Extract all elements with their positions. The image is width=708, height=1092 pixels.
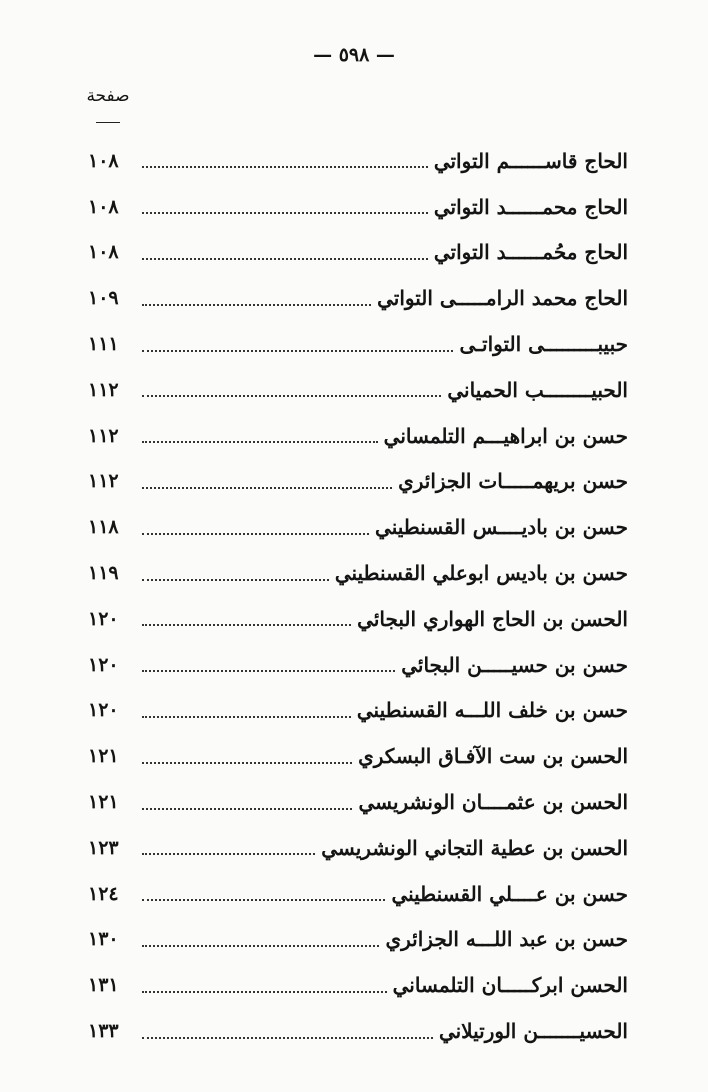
index-entry: [88, 871, 628, 917]
entry-title: حسن بريهمـــــات الجزائري: [398, 469, 628, 494]
page-number: — ٥٩٨ —: [313, 44, 395, 66]
index-entry: [88, 917, 628, 963]
entry-title: الحسن ابركـــــان التلمساني: [392, 973, 628, 998]
dot-leader: [142, 211, 428, 214]
page-column-header: صفحة: [86, 86, 130, 106]
entry-page-number: ١٠٩: [88, 287, 119, 310]
dot-leader: [142, 303, 371, 306]
entry-page-number: ١٠٨: [88, 195, 119, 218]
dot-leader: [142, 669, 395, 672]
index-entry: [88, 459, 628, 505]
dot-leader: [142, 440, 378, 443]
entry-title: الحسيـــــــن الورتيلاني: [438, 1019, 628, 1044]
dot-leader: [142, 807, 352, 810]
index-entry: [88, 596, 628, 642]
entry-title: الحاج قاســــــم التواتي: [433, 148, 628, 173]
index-entry: [88, 733, 628, 779]
index-entry: [88, 550, 628, 596]
entry-page-number: ١٣٠: [88, 928, 119, 951]
dot-leader: [142, 532, 369, 535]
entry-page-number: ١٢٣: [88, 836, 119, 859]
entry-title: حسن بن حسيـــــن البجائي: [401, 652, 628, 677]
index-entry: [88, 825, 628, 871]
dot-leader: [142, 944, 379, 947]
index-entry: [88, 230, 628, 276]
entry-title: الحسن بن عطية التجاني الونشريسي: [321, 835, 628, 860]
entry-title: الحسن بن ست الآفـاق البسكري: [358, 744, 628, 769]
entry-title: الحاج محمد الرامـــــى التواتي: [377, 286, 628, 311]
entry-page-number: ١٢٠: [88, 653, 119, 676]
dot-leader: [142, 852, 315, 855]
dot-leader: [142, 761, 352, 764]
entry-page-number: ١٢١: [88, 745, 119, 768]
dot-leader: [142, 486, 392, 489]
entry-title: الحاج محُمــــــد التواتي: [433, 240, 628, 265]
index-entry: [88, 413, 628, 459]
index-entry: [88, 367, 628, 413]
index-entry: [88, 321, 628, 367]
entry-page-number: ١٢٠: [88, 607, 119, 630]
entry-title: حسن بن عــــلي القسنطيني: [391, 881, 628, 906]
dot-leader: [142, 394, 441, 397]
dot-leader: [142, 349, 453, 352]
dot-leader: [142, 990, 387, 993]
dot-leader: [142, 578, 329, 581]
index-entry: [88, 184, 628, 230]
index-entry: [88, 779, 628, 825]
dot-leader: [142, 898, 385, 901]
entry-title: الحاج محمــــــد التواتي: [433, 194, 628, 219]
entry-page-number: ١١٢: [88, 424, 119, 447]
entry-title: حسن بن ابراهيـــم التلمساني: [383, 423, 628, 448]
index-entry: [88, 138, 628, 184]
column-header-rule: [96, 122, 120, 123]
entry-page-number: ١٢٠: [88, 699, 119, 722]
entry-page-number: ١١٢: [88, 470, 119, 493]
index-entry: [88, 642, 628, 688]
entry-page-number: ١١٩: [88, 562, 119, 585]
entry-title: حسن بن عبد اللـــه الجزائري: [385, 927, 628, 952]
dot-leader: [142, 623, 351, 626]
entry-title: حسن بن باديس ابوعلي القسنطيني: [334, 561, 628, 586]
entry-page-number: ١١٢: [88, 378, 119, 401]
index-list: [88, 138, 628, 1054]
entry-page-number: ١١١: [88, 333, 119, 356]
entry-title: الحسن بن الحاج الهواري البجائي: [357, 606, 628, 631]
entry-page-number: ١٢٤: [88, 882, 119, 905]
entry-title: الحبيــــــــب الحمياني: [447, 377, 628, 402]
entry-title: حبيبـــــــــى التواتـى: [459, 332, 628, 357]
index-entry: [88, 504, 628, 550]
index-entry: [88, 962, 628, 1008]
entry-page-number: ١٣٣: [88, 1020, 119, 1043]
entry-title: الحسن بن عثمــــان الونشريسي: [358, 790, 628, 815]
dot-leader: [142, 715, 351, 718]
index-entry: [88, 275, 628, 321]
index-entry: [88, 1008, 628, 1054]
entry-title: حسن بن خلف اللـــه القسنطيني: [356, 698, 628, 723]
index-entry: [88, 688, 628, 734]
dot-leader: [142, 257, 428, 260]
entry-page-number: ١١٨: [88, 516, 119, 539]
entry-page-number: ١٢١: [88, 791, 119, 814]
entry-page-number: ١٠٨: [88, 149, 119, 172]
dot-leader: [142, 165, 428, 168]
entry-page-number: ١٣١: [88, 974, 119, 997]
dot-leader: [142, 1036, 433, 1039]
entry-page-number: ١٠٨: [88, 241, 119, 264]
entry-title: حسن بن باديــــس القسنطيني: [375, 515, 628, 540]
